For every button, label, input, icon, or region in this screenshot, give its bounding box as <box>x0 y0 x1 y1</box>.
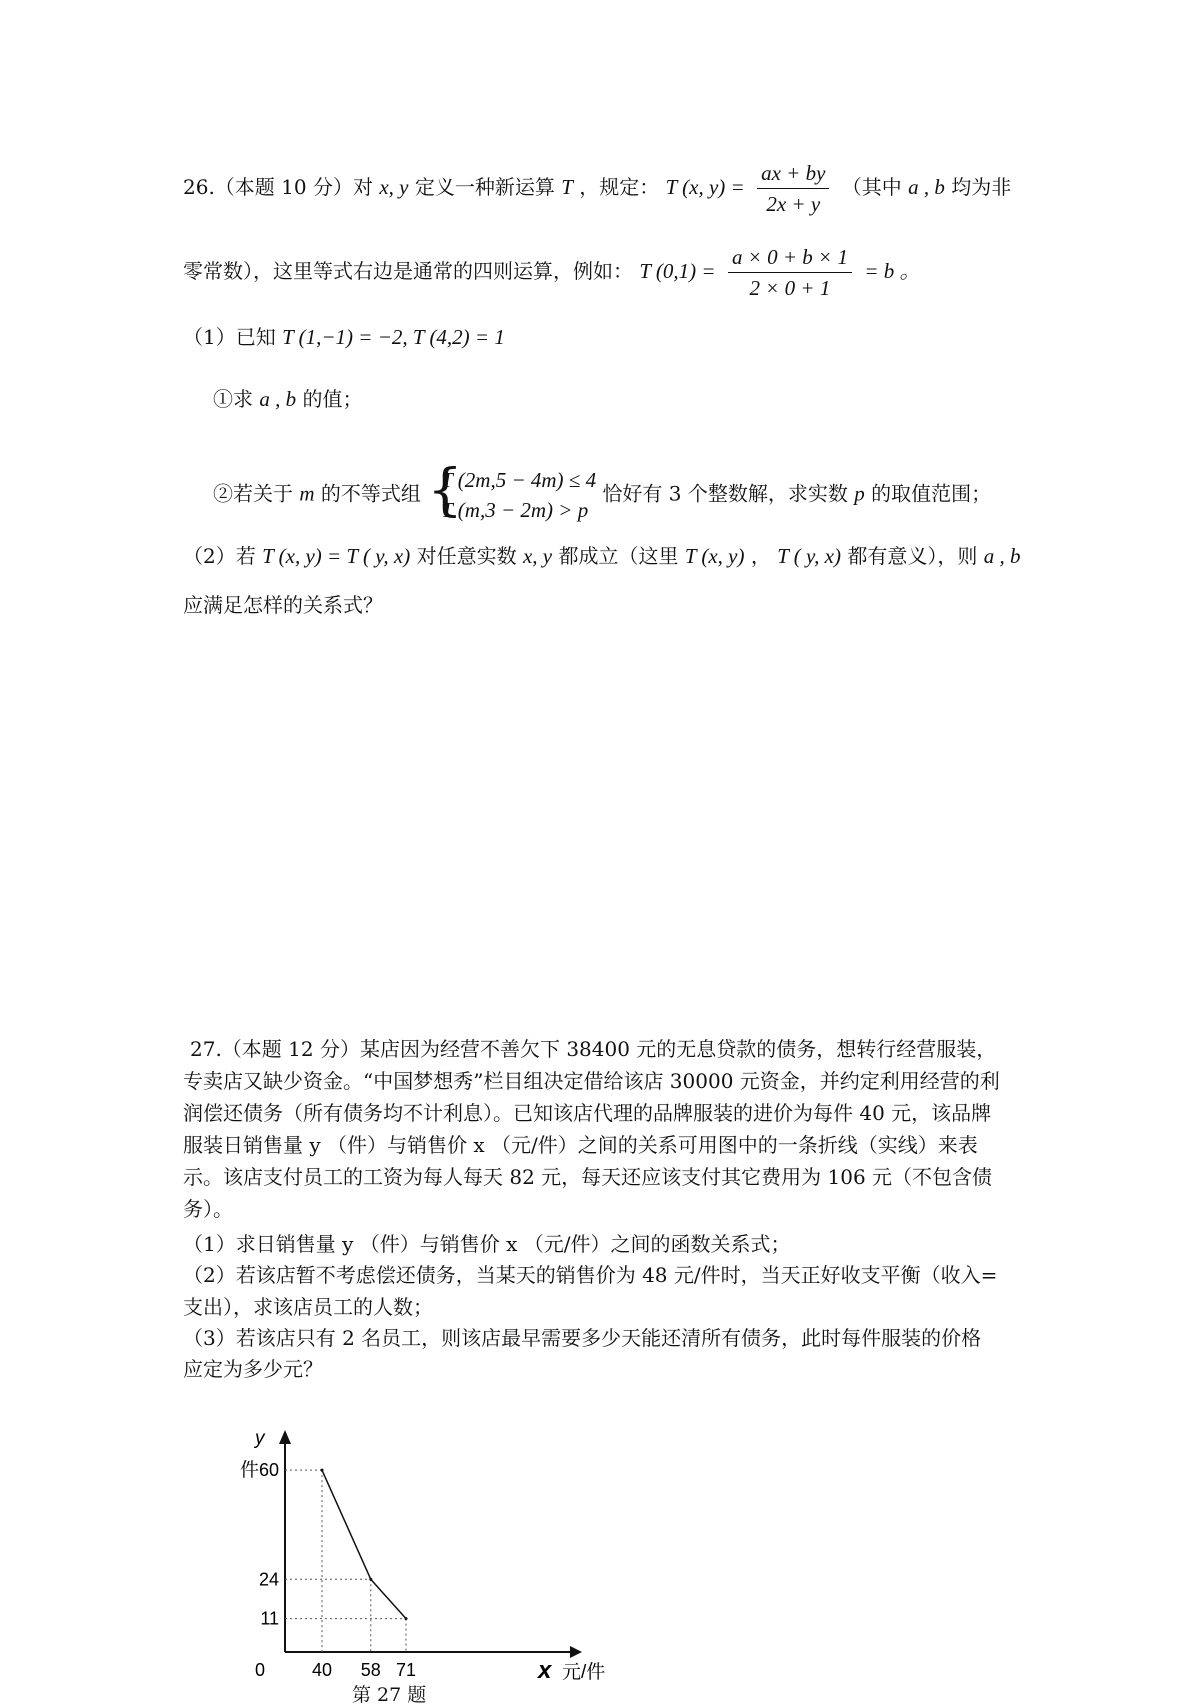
q26-part2-sep: ， <box>750 544 771 568</box>
q27-line: （1）求日销售量 y （件）与销售价 x （元/件）之间的函数关系式； <box>183 1232 791 1256</box>
q26-rule: ，规定： <box>579 175 660 199</box>
q27-line: 专卖店又缺少资金。“中国梦想秀”栏目组决定借给该店 30000 元资金，并约定利用经营的利 <box>183 1069 1000 1093</box>
x-tick-label: 58 <box>360 1660 381 1680</box>
origin-label: 0 <box>254 1660 265 1680</box>
q26-line2 <box>183 244 920 301</box>
q26-part2-xy: x, y <box>522 544 553 568</box>
q26-ex-num: a × 0 + b × 1 <box>728 244 852 273</box>
q26-sub2-tail2: 的取值范围； <box>871 481 992 506</box>
q27-line: （2）若该店暂不考虑偿还债务，当某天的销售价为 48 元/件时，当天正好收支平衡（收入= <box>183 1263 998 1287</box>
q26-fraction <box>757 160 829 217</box>
q26-part2-t1: T (x, y) <box>684 544 745 568</box>
q26-example-fraction <box>728 244 852 301</box>
q26-part1-label: （1）已知 <box>183 325 276 349</box>
q26-part2-mid2: 都成立（这里 <box>558 544 679 568</box>
brace-icon: { <box>427 458 463 523</box>
y-axis-arrow-icon <box>279 1430 291 1444</box>
q27-line: 润偿还债务（所有债务均不计利息）。已知该店代理的品牌服装的进价为每件 40 元，该品牌 <box>183 1101 992 1125</box>
q27-line: 27.（本题 12 分）某店因为经营不善欠下 38400 元的无息贷款的债务，想转行经营服装， <box>190 1037 997 1061</box>
x-axis-arrow-icon <box>570 1646 582 1658</box>
q26-part2-mid3: 都有意义），则 <box>847 544 978 568</box>
q26-part2-ab: a , b <box>983 544 1021 568</box>
x-tick-label: 71 <box>395 1660 417 1680</box>
q26-part2-eq: T (x, y) = T ( y, x) <box>262 544 411 568</box>
q26-part1-cond: T (1,−1) = −2, T (4,2) = 1 <box>282 325 505 349</box>
q26-title: 26.（本题 10 分）对 <box>183 175 373 199</box>
q26-line2-text: 零常数），这里等式右边是通常的四则运算，例如： <box>183 259 633 283</box>
data-point <box>369 1578 372 1581</box>
q26-sub1 <box>213 386 362 412</box>
q27-caption: 第 27 题 <box>352 1684 427 1706</box>
q27-line: 示。该店支付员工的工资为每人每天 82 元，每天还应该支付其它费用为 106 元（不包含债 <box>183 1165 993 1189</box>
q26-frac-num: ax + by <box>757 160 829 189</box>
q26-note-close: 均为非 <box>951 175 1012 199</box>
series-segment <box>322 1470 371 1579</box>
q26-sub2-p: p <box>854 481 865 506</box>
q27-line: 务）。 <box>183 1197 233 1221</box>
y-tick-label: 11 <box>260 1608 279 1629</box>
q27-line: 服装日销售量 y （件）与销售价 x （元/件）之间的关系可用图中的一条折线（实线）来表 <box>183 1133 978 1157</box>
q26-line1 <box>183 160 1011 217</box>
q26-ex-den: 2 × 0 + 1 <box>749 276 831 300</box>
q26-sys-row1: T (2m,5 − 4m) ≤ 4 <box>441 468 597 492</box>
q26-sys-row2: T (m,3 − 2m) > p <box>441 498 589 522</box>
data-point <box>321 1469 324 1472</box>
x-axis-unit: 元/件 <box>562 1662 606 1680</box>
q26-part2-mid1: 对任意实数 <box>416 544 517 568</box>
q27-line: 应定为多少元？ <box>183 1357 323 1381</box>
q26-inequality-system <box>427 458 597 525</box>
q26-note-open: （其中 <box>841 175 902 199</box>
data-point <box>405 1617 408 1620</box>
y-axis-unit: 件 <box>240 1460 260 1481</box>
q26-part2-line2-text: 应满足怎样的关系式？ <box>183 593 383 617</box>
x-axis-var: x <box>538 1657 552 1680</box>
series-segment <box>371 1579 406 1618</box>
q26-def: 定义一种新运算 <box>414 175 555 199</box>
q26-part2 <box>183 543 1020 569</box>
q26-sub1-end: 的值； <box>302 387 363 411</box>
q26-sub1-text: ①求 <box>213 387 253 411</box>
q26-sub2-m: m <box>299 481 315 506</box>
q26-Txy: T (x, y) = <box>665 175 745 199</box>
y-axis-var: y <box>255 1428 265 1449</box>
q26-sub1-vars: a , b <box>259 387 297 411</box>
q26-part2-label: （2）若 <box>183 544 256 568</box>
q26-sub2-tail1: 恰好有 3 个整数解，求实数 <box>602 481 848 506</box>
q26-part1 <box>183 324 505 350</box>
q26-sub2-mid: 的不等式组 <box>320 481 421 506</box>
q26-ex-rhs: = b 。 <box>864 259 921 283</box>
q26-frac-den: 2x + y <box>766 192 821 216</box>
y-tick-label: 60 <box>258 1460 279 1481</box>
q27-line: 支出），求该店员工的人数； <box>183 1295 433 1319</box>
q27-chart <box>220 1420 640 1680</box>
q26-ab: a , b <box>908 175 945 199</box>
q26-vars: x, y <box>379 175 409 199</box>
q26-sub2 <box>213 458 992 525</box>
q26-part2-line2 <box>183 592 383 618</box>
q26-part2-t2: T ( y, x) <box>777 544 841 568</box>
q27-line: （3）若该店只有 2 名员工，则该店最早需要多少天能还清所有债务，此时每件服装的价格 <box>183 1326 982 1350</box>
q26-T: T <box>561 175 573 199</box>
y-tick-label: 24 <box>258 1569 279 1590</box>
q26-sub2-text: ②若关于 <box>213 481 293 506</box>
q26-ex-lhs: T (0,1) = <box>639 259 716 283</box>
x-tick-label: 40 <box>311 1660 333 1680</box>
